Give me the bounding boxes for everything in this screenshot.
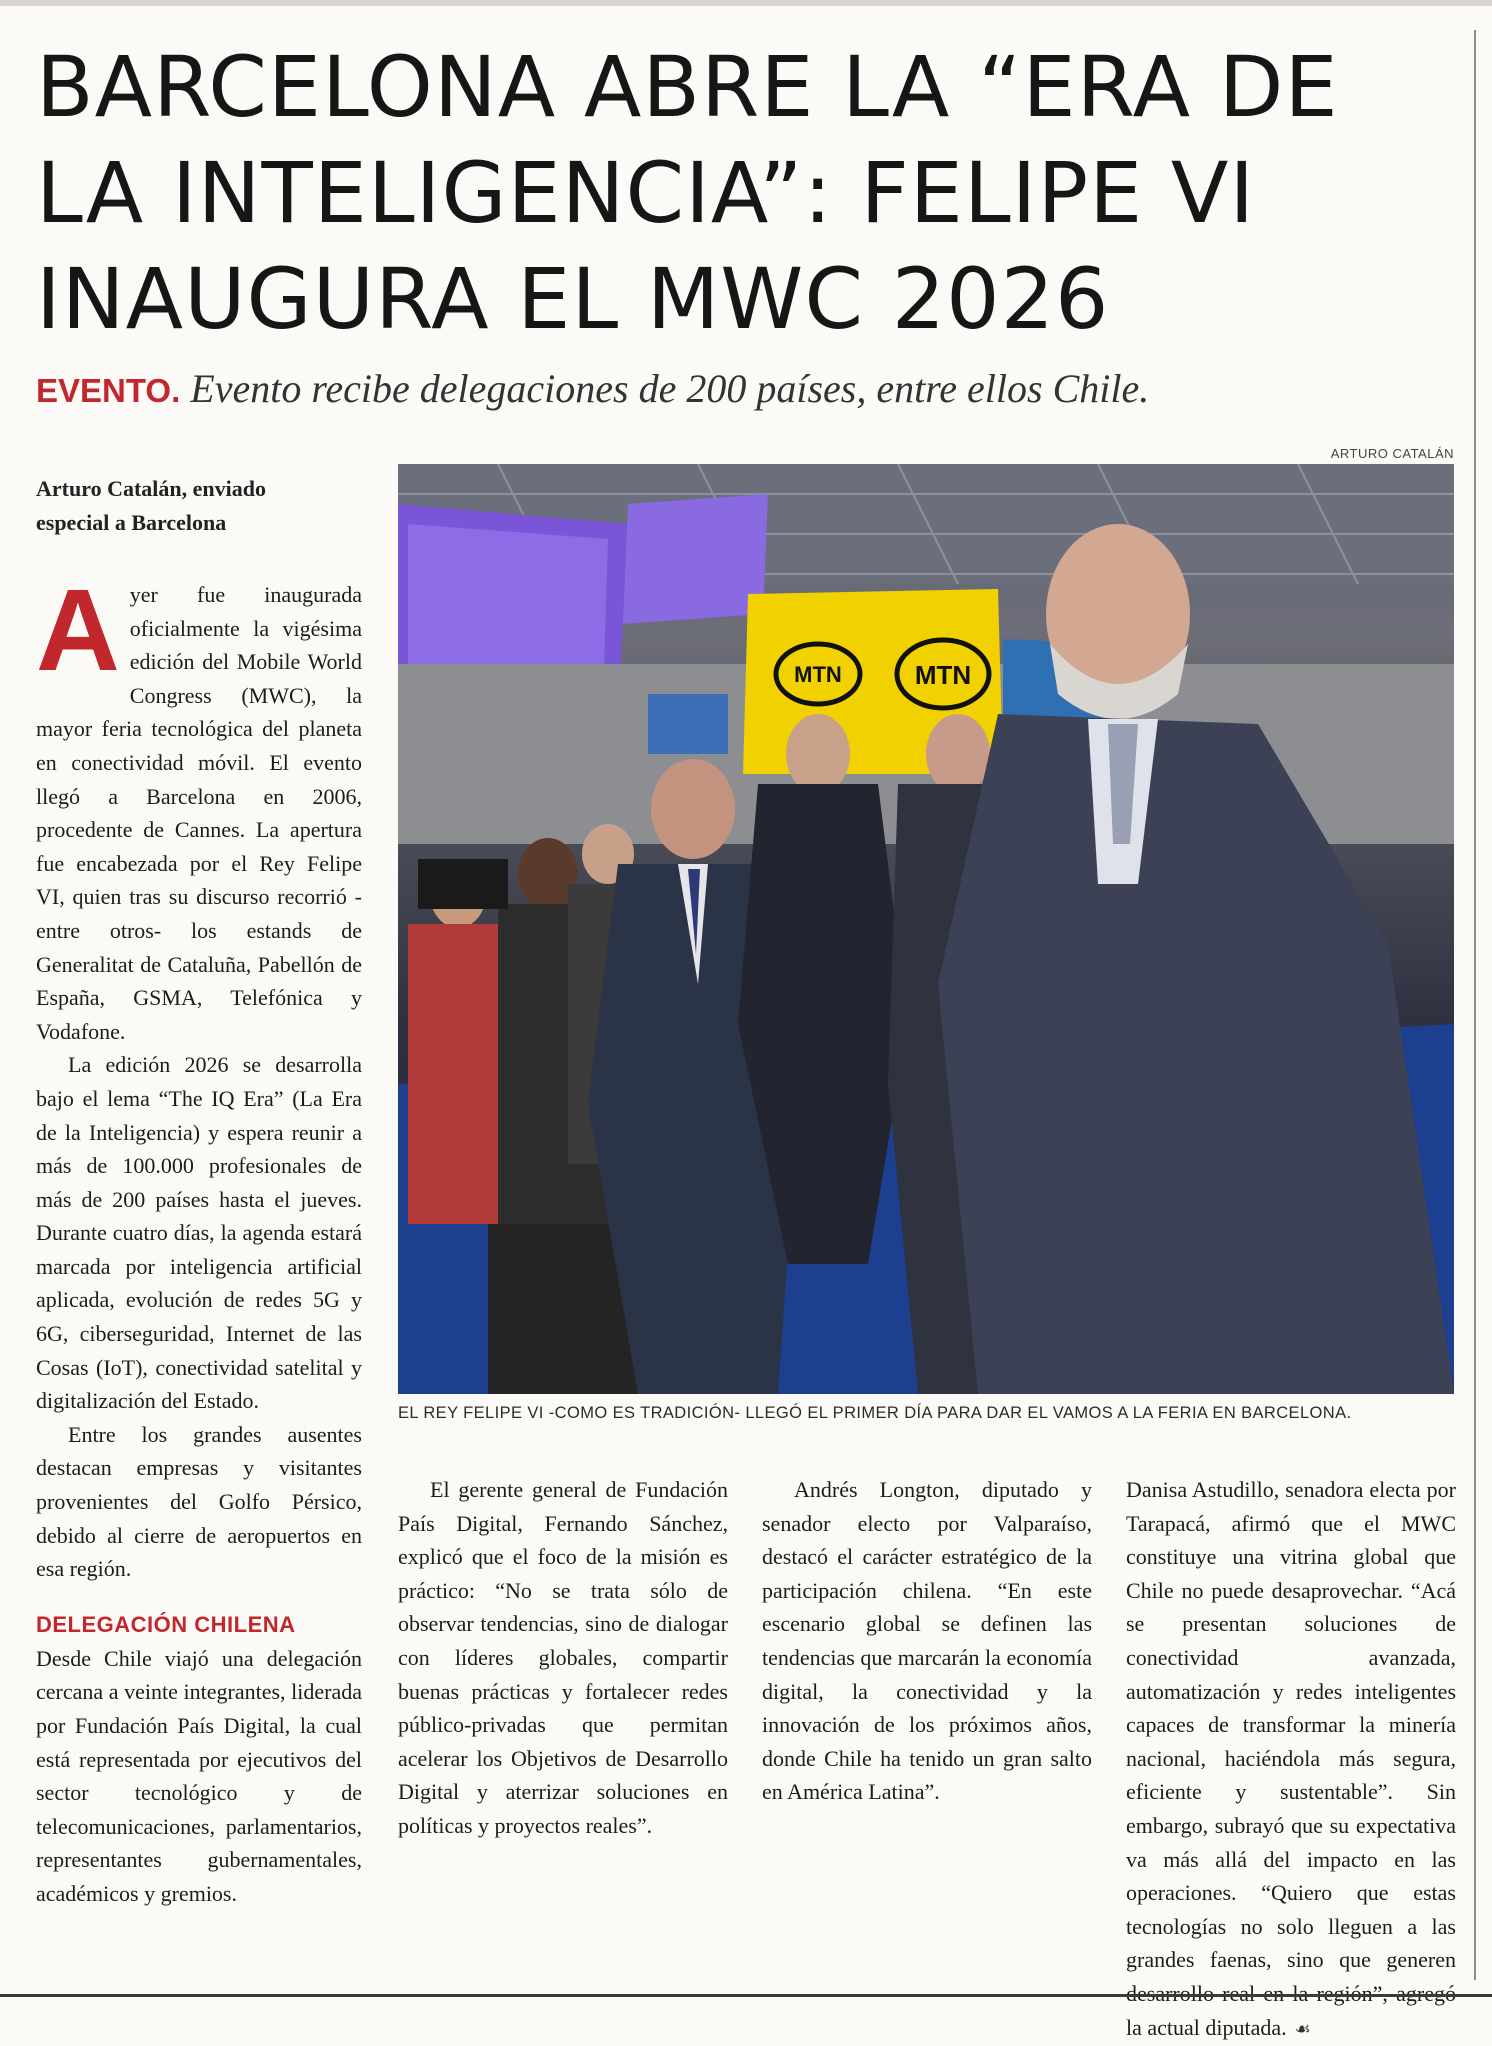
- paragraph-1-text: yer fue inaugurada oficialmente la vigésima edición del Mobile World Congress (MWC), la mayor feria tecnológica del planeta en conectividad móvil. El evento llegó a Barcelona en 2006, procedente de Cannes. La apertura fue encabezada por el Rey Felipe VI, quien tras su discurso recorrió -entre otros- los estands de Generalitat de Cataluña, Pabellón de España, GSMA, Telefónica y Vodafone.: [36, 582, 362, 1044]
- end-mark-icon: ☙: [1294, 2018, 1311, 2040]
- photo-illustration: [398, 464, 1454, 1394]
- paragraph-4: Desde Chile viajó una delegación cercana a veinte integrantes, liderada por Fundación País Digital, la cual está representada por ejecutivos del sector tecnológico y de telecomunicaciones, parlamentarios, representantes gubernamentales, académicos y gremios.: [36, 1645, 362, 1906]
- paragraph-3: Entre los grandes ausentes destacan empresas y visitantes provenientes del Golfo Pérsico, debido al cierre de aeropuertos en esa región.: [36, 1421, 362, 1582]
- byline: [36, 472, 366, 540]
- dropcap: A: [36, 565, 120, 695]
- paragraph-6: Andrés Longton, diputado y senador electo por Valparaíso, destacó el carácter estratégico de la participación chilena. “En este escenario global se definen las tendencias que marcarán la economía digital, la conectividad y la innovación de los próximos años, donde Chile ha tenido un gran salto en América Latina”.: [762, 1477, 1092, 1805]
- kicker: EVENTO.: [36, 372, 181, 409]
- photo-caption: EL REY FELIPE VI -COMO ES TRADICIÓN- LLEGÓ EL PRIMER DÍA PARA DAR EL VAMOS A LA FERIA EN BARCELONA.: [398, 1404, 1352, 1422]
- headline-line-3: INAUGURA EL MWC 2026: [36, 250, 1110, 348]
- column-divider: [1474, 30, 1476, 1980]
- bottom-rule: [0, 1994, 1492, 1997]
- paragraph-2: La edición 2026 se desarrolla bajo el lema “The IQ Era” (La Era de la Inteligencia) y espera reunir a más de 100.000 profesionales de más de 200 países hasta el jueves. Durante cuatro días, la agenda estará marcada por inteligencia artificial aplicada, evolución de redes 5G y 6G, ciberseguridad, Internet de las Cosas (IoT), conectividad satelital y digitalización del Estado.: [36, 1052, 362, 1414]
- paragraph-5: El gerente general de Fundación País Digital, Fernando Sánchez, explicó que el foco de la misión es práctico: “No se trata sólo de observar tendencias, sino de dialogar con líderes globales, compartir buenas prácticas y fortalecer redes público-privadas que permitan acelerar los Objetivos de Desarrollo Digital y aterrizar soluciones en políticas y proyectos reales”.: [398, 1477, 728, 1838]
- column-3: [762, 1473, 1092, 1809]
- subhead: [36, 364, 1466, 416]
- deck: Evento recibe delegaciones de 200 países, entre ellos Chile.: [190, 366, 1150, 411]
- column-2: [398, 1473, 728, 1843]
- column-4: [1126, 1473, 1456, 2046]
- photo-credit: ARTURO CATALÁN: [1330, 446, 1454, 461]
- section-heading: DELEGACIÓN CHILENA: [36, 1611, 296, 1637]
- news-photo: [398, 464, 1454, 1394]
- paragraph-1: [36, 565, 362, 1048]
- byline-line-1: Arturo Catalán, enviado: [36, 476, 266, 501]
- column-1: [36, 565, 362, 1911]
- byline-line-2: especial a Barcelona: [36, 510, 227, 535]
- sign-text-left: MTN: [794, 662, 842, 687]
- paragraph-7: [1126, 1473, 1456, 2046]
- top-rule: [0, 0, 1492, 6]
- sign-text-right: MTN: [914, 660, 972, 690]
- paragraph-7-text: Danisa Astudillo, senadora electa por Tarapacá, afirmó que el MWC constituye una vitrina global que Chile no puede desaprovechar. “Acá se presentan soluciones de conectividad avanzada, automatización y redes inteligentes capaces de transformar la minería nacional, haciéndola más segura, eficiente y sustentable”. Sin embargo, subrayó que su expectativa va más allá del impacto en las operaciones. “Quiero que estas tecnologías no solo lleguen a las grandes faenas, sino que generen la actual diputada.: [1126, 1477, 1456, 2040]
- headline-line-1: BARCELONA ABRE LA “ERA DE: [36, 38, 1339, 136]
- headline-line-2: LA INTELIGENCIA”: FELIPE VI: [36, 144, 1256, 242]
- headline: [36, 34, 1456, 352]
